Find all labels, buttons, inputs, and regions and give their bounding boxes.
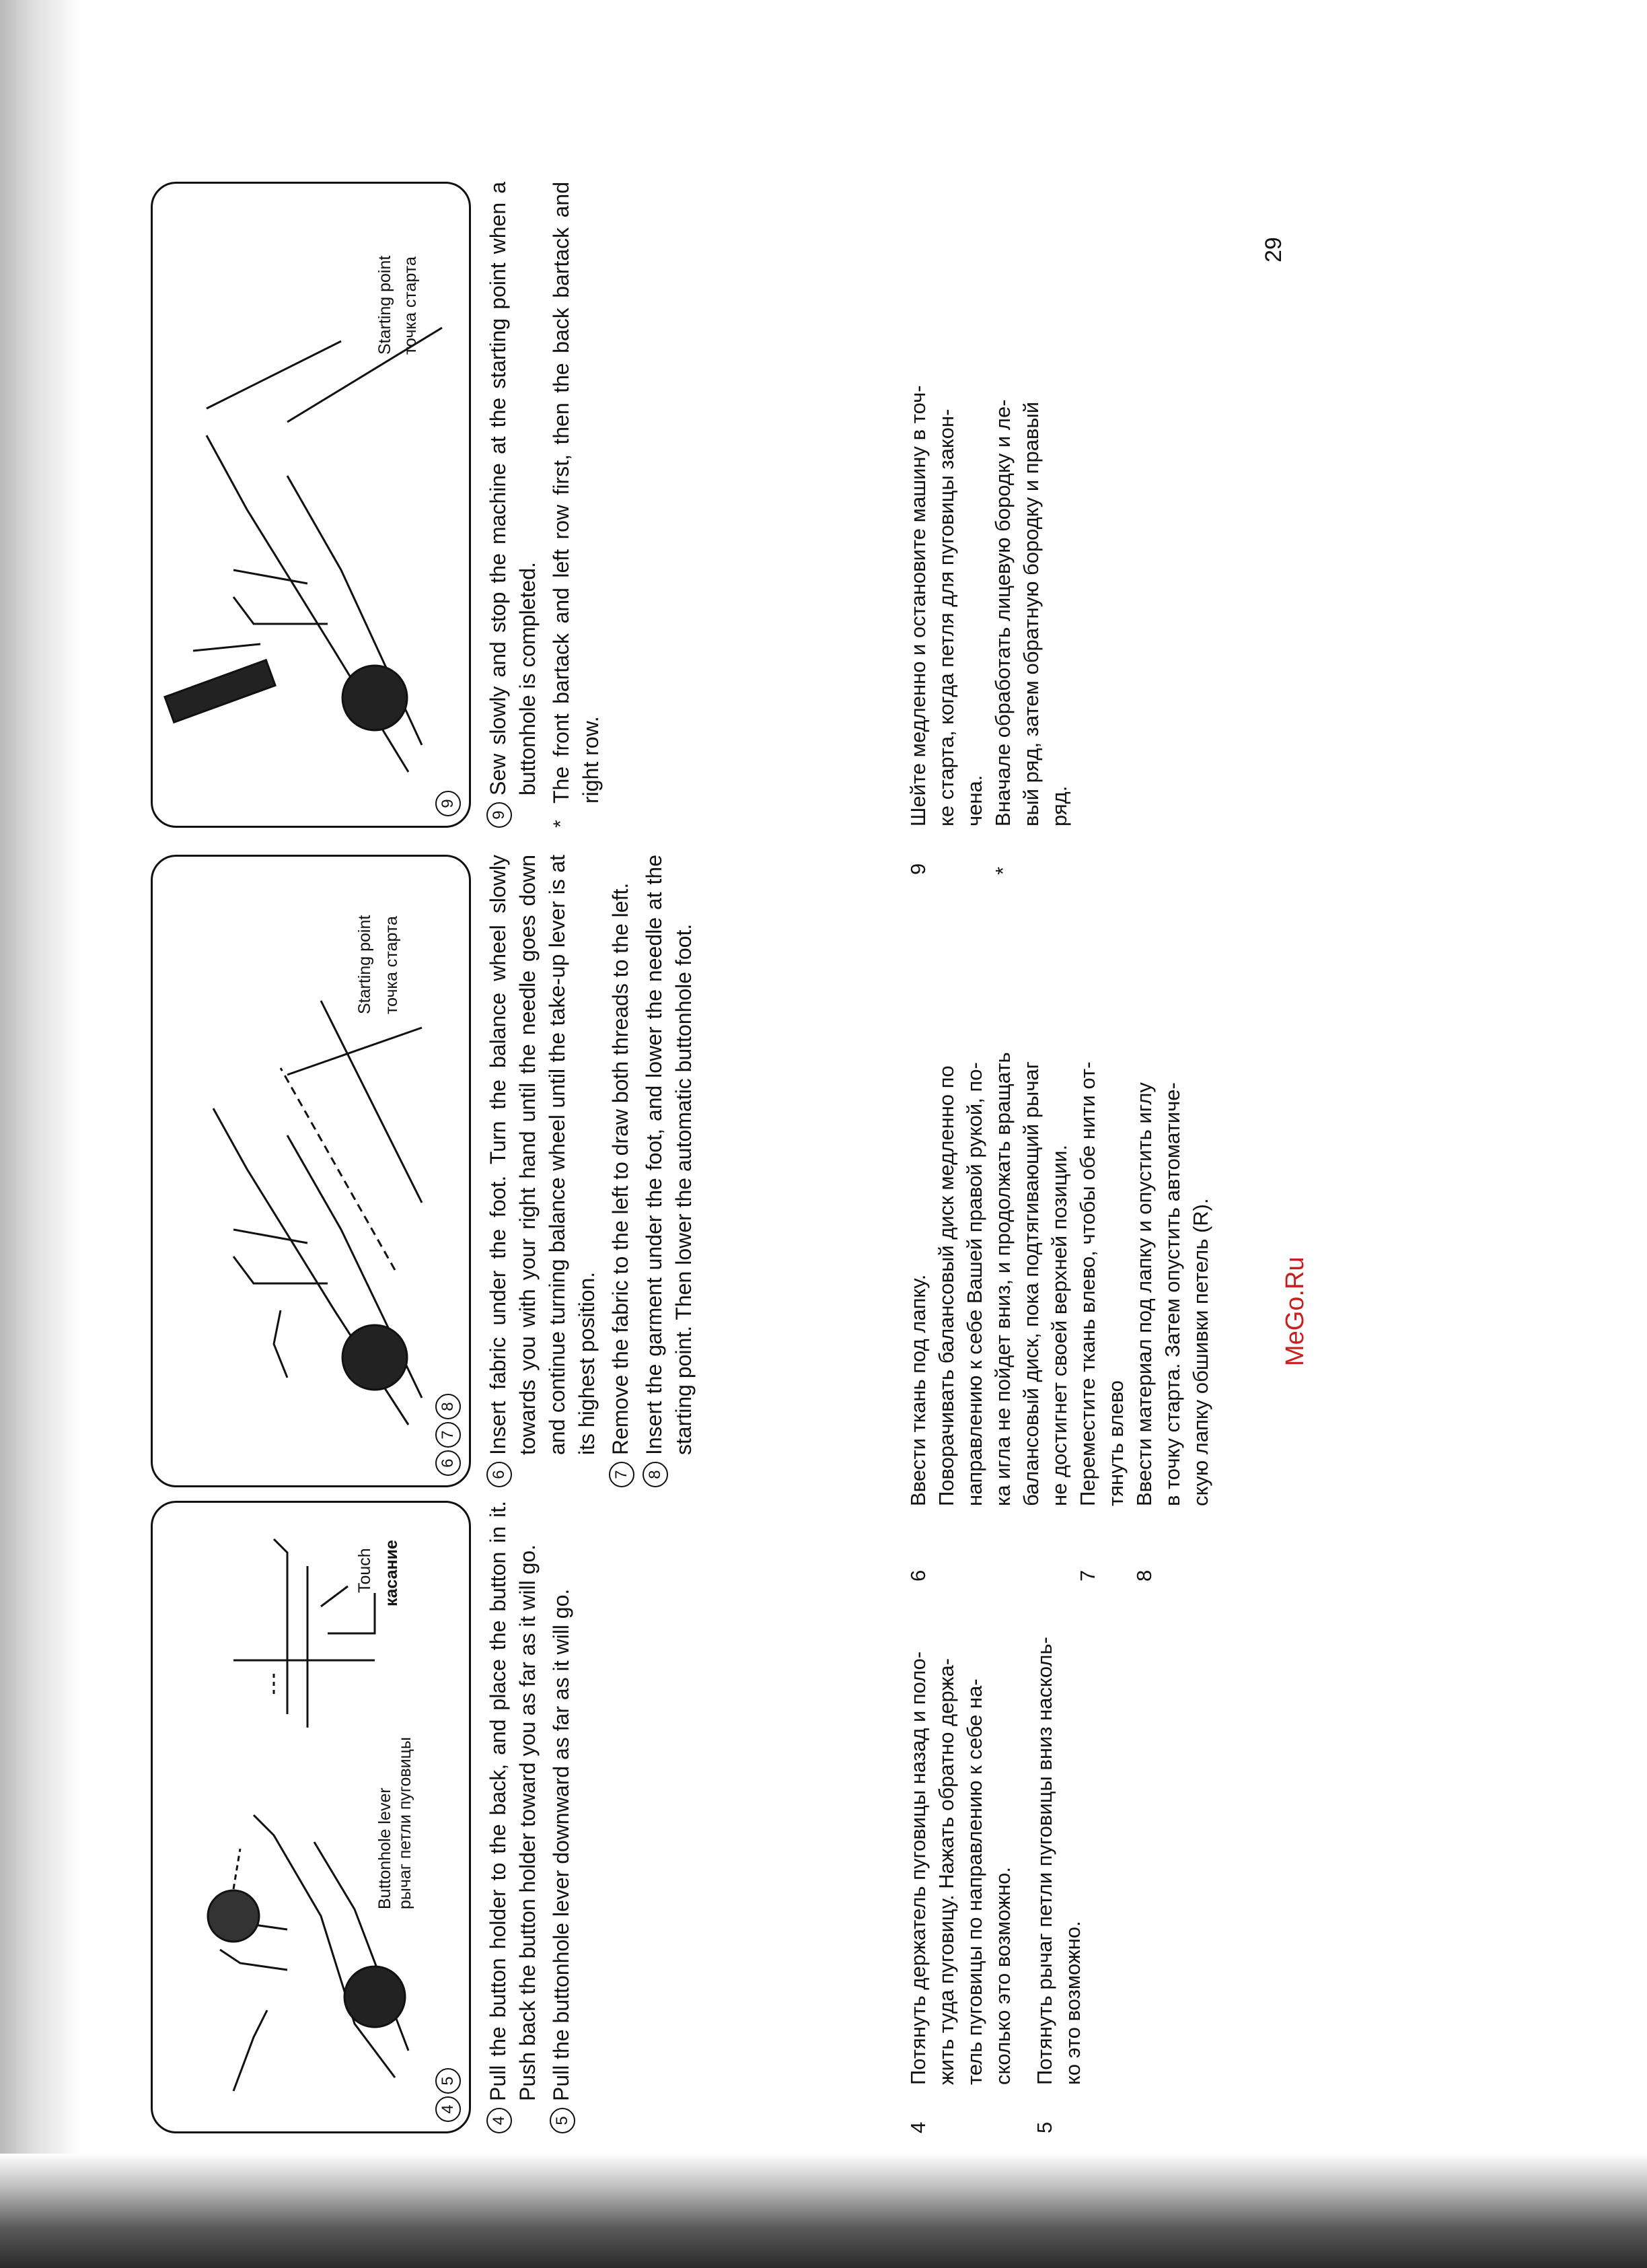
- step-number: 8: [643, 1462, 668, 1487]
- touch-label-en: Touch: [355, 1548, 374, 1593]
- column-2: [151, 855, 702, 1487]
- instruction-step: [483, 182, 542, 828]
- panel-badges: [435, 2068, 461, 2122]
- starting-point-label-ru: точка старта: [382, 916, 401, 1014]
- ru-line: ке старта, когда петля для пуговицы закон-: [935, 409, 958, 826]
- english-instructions-col2: [483, 855, 698, 1487]
- badge-9: 9: [435, 791, 461, 816]
- step-text: Pull the buttonhole lever downward as far as it will go.: [549, 1588, 573, 2101]
- russian-instructions-col2: [904, 875, 1215, 1582]
- english-instructions-col3: [483, 182, 606, 828]
- instruction-step: [546, 1501, 576, 2133]
- buttonhole-lever-label-ru: рычаг петли пуговицы: [396, 1737, 414, 1909]
- ru-step-number: 7: [1076, 1569, 1099, 1582]
- scan-shadow-left: [0, 0, 81, 2268]
- step-number: 4: [486, 2108, 512, 2133]
- ru-step: [1031, 1501, 1087, 2133]
- ru-line: жить туда пуговицу. Нажать обратно держа-: [935, 1658, 958, 2085]
- step-text: Insert the garment under the foot, and lower the needle at the starting point. Then lower the automatic buttonhole foot.: [642, 855, 696, 1455]
- illustration-panel-4-5: [151, 1501, 471, 2133]
- badge-6: 6: [435, 1450, 461, 1476]
- ru-line: в точку старта. Затем опустить автоматиче-: [1161, 1082, 1184, 1506]
- ru-line: тянуть влево: [1104, 1380, 1128, 1506]
- starting-point-label-ru: точка старта: [401, 256, 420, 355]
- ru-line: тель пуговицы по направлению к себе на-: [963, 1678, 986, 2085]
- ru-step-number: 8: [1132, 1569, 1156, 1582]
- russian-instructions-col1: [904, 1501, 1087, 2133]
- note-mark: *: [550, 820, 572, 828]
- step-text: Sew slowly and stop the machine at the starting point when a buttonhole is completed.: [486, 182, 540, 795]
- ru-line: Ввести материал под лапку и опустить иглу: [1132, 1082, 1156, 1506]
- ru-step: [904, 875, 1074, 1582]
- ru-step-number: 6: [906, 1569, 930, 1582]
- panel-badges: [435, 1394, 461, 1476]
- illustration-panel-6-7-8: [151, 855, 471, 1487]
- watermark: MeGo.Ru: [1281, 1256, 1309, 1366]
- ru-line: ко это возможно.: [1061, 1921, 1085, 2085]
- instruction-step: [483, 1501, 542, 2133]
- starting-point-label-en: Starting point: [375, 255, 394, 355]
- step-text: Insert fabric under the foot. Turn the balance wheel slowly towards you with your right hand until the needle goes down and continue turning balance wheel until the take-up lever is at its highest position.: [486, 855, 599, 1455]
- ru-line: Потянуть рычаг петли пуговицы вниз насколь-: [1033, 1637, 1056, 2085]
- instruction-step: [483, 855, 601, 1487]
- starting-point-label-en: Starting point: [355, 915, 374, 1014]
- ru-step-number: 9: [906, 863, 930, 875]
- ru-line: направлению к себе Вашей правой рукой, по-: [963, 1062, 986, 1506]
- manual-page: [151, 182, 1389, 2133]
- buttonhole-lever-label-en: Buttonhole lever: [375, 1787, 394, 1909]
- touch-label-ru: касание: [382, 1540, 401, 1606]
- english-instructions-col1: [483, 1501, 576, 2133]
- ru-line: ряд.: [1048, 785, 1071, 826]
- badge-8: 8: [435, 1394, 461, 1419]
- ru-line: чена.: [963, 775, 986, 826]
- ru-line: вый ряд, затем обратную бородку и правый: [1019, 401, 1043, 826]
- instruction-note: [546, 182, 606, 828]
- ru-step: [1074, 875, 1130, 1582]
- ru-step: [904, 202, 989, 875]
- ru-note: [989, 202, 1074, 875]
- ru-line: балансовый диск, пока подтягивающий рычаг: [1019, 1061, 1043, 1506]
- step-number: 6: [486, 1462, 512, 1487]
- russian-instructions-col3: [904, 202, 1074, 875]
- ru-note-mark: *: [991, 866, 1015, 875]
- ru-line: Потянуть держатель пуговицы назад и поло-: [906, 1651, 930, 2085]
- note-text: The front bartack and left row first, then the back bartack and right row.: [549, 182, 603, 804]
- step-number: 7: [609, 1462, 634, 1487]
- instruction-step: [606, 855, 635, 1487]
- step-text: Remove the fabric to the left to draw both threads to the left.: [608, 882, 632, 1455]
- ru-line: Переместите ткань влево, чтобы обе нити от-: [1076, 1061, 1099, 1506]
- ru-line: ка игла не пойдет вниз, и продолжать вращать: [991, 1052, 1015, 1506]
- ru-step: [904, 1501, 1017, 2133]
- illustration-panel-9: [151, 182, 471, 828]
- step-text: Pull the button holder to the back, and place the button in it. Push back the button holder toward you as far as it will go.: [486, 1501, 540, 2101]
- badge-5: 5: [435, 2068, 461, 2094]
- ru-step: [1130, 875, 1215, 1582]
- step-number: 5: [550, 2108, 575, 2133]
- badge-7: 7: [435, 1422, 461, 1448]
- instruction-step: [639, 855, 698, 1487]
- buttonhole-complete-illustration: [153, 180, 469, 826]
- panel-badges: [435, 791, 461, 816]
- column-1: [151, 1501, 580, 2133]
- ru-step-number: 4: [906, 2121, 930, 2133]
- fabric-insert-illustration: [153, 853, 469, 1485]
- ru-line: сколько это возможно.: [991, 1867, 1015, 2085]
- ru-step-number: 5: [1033, 2121, 1056, 2133]
- ru-line: скую лапку обшивки петель (R).: [1189, 1198, 1212, 1506]
- ru-line: Шейте медленно и остановите машину в точ-: [906, 385, 930, 826]
- step-number: 9: [486, 802, 512, 828]
- ru-line: Поворачивать балансовый диск медленно по: [935, 1065, 958, 1506]
- ru-line: не достигнет своей верхней позиции.: [1048, 1144, 1071, 1506]
- page-number: 29: [1261, 237, 1286, 262]
- column-3: [151, 182, 606, 828]
- badge-4: 4: [435, 2096, 461, 2122]
- button-holder-illustration: [153, 1499, 469, 2131]
- scan-shadow-bottom: [0, 2154, 1647, 2268]
- ru-line: Ввести ткань под лапку.: [906, 1274, 930, 1506]
- ru-line: Вначале обработать лицевую бородку и ле-: [991, 399, 1015, 826]
